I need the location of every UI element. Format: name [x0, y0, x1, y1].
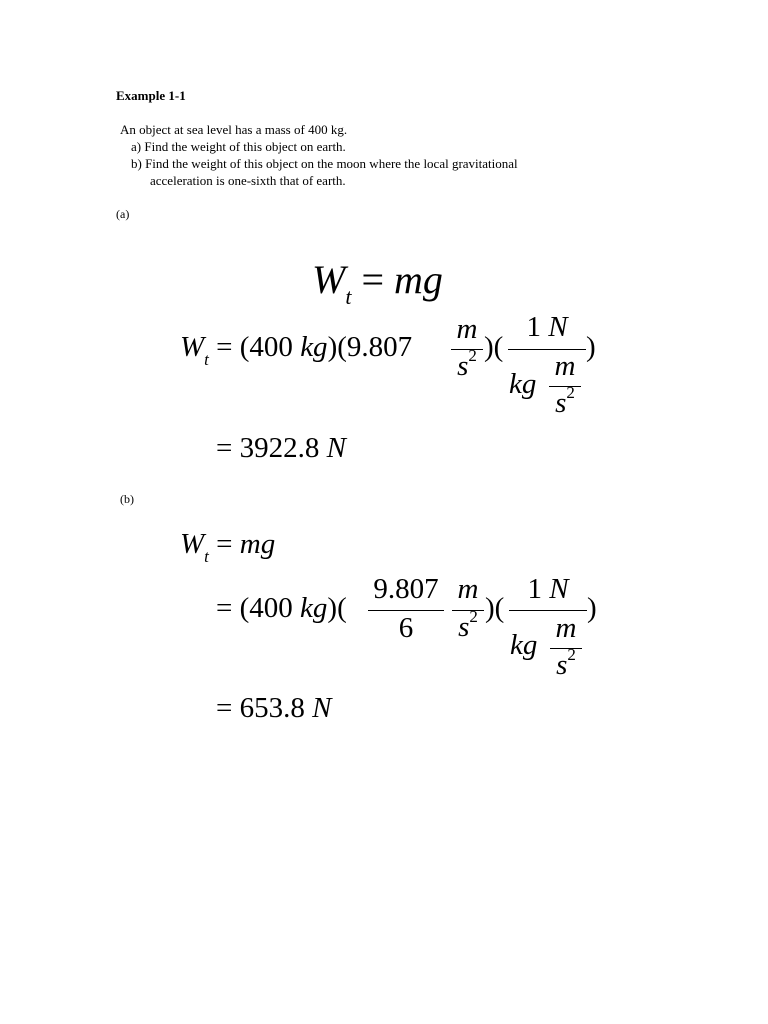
- problem-part-a: a) Find the weight of this object on earth.: [131, 139, 346, 154]
- frac-a-m2: m: [554, 350, 576, 382]
- paren-a-close: ): [586, 331, 596, 363]
- newton-unit: N: [312, 692, 332, 724]
- result-a: [216, 432, 346, 465]
- weight-subscript: t: [345, 284, 352, 309]
- mass-times-gravity: mg: [239, 528, 276, 560]
- problem-part-b-cont: acceleration is one-sixth that of earth.: [150, 173, 346, 188]
- mass-value: (400: [239, 592, 301, 624]
- paren-b-1: )(: [485, 592, 505, 624]
- frac-b-s2-2: [548, 645, 584, 682]
- gravity-value: (9.807: [337, 331, 413, 363]
- substitution-b-main: [216, 592, 347, 625]
- equals-sign: =: [216, 592, 233, 624]
- part-b-label: (b): [120, 492, 134, 506]
- frac-b-six: 6: [398, 612, 414, 644]
- exponent: 2: [566, 383, 575, 402]
- paren-a-1: )(: [484, 331, 504, 363]
- weight-symbol: W: [312, 257, 346, 302]
- mass-value: (400: [239, 331, 301, 363]
- one: 1: [526, 311, 549, 343]
- frac-a-s2: [449, 346, 485, 383]
- frac-b-kg: kg: [510, 629, 538, 661]
- paren: ): [327, 592, 338, 624]
- example-heading: Example 1-1: [116, 88, 186, 103]
- part-a-label: (a): [116, 207, 130, 221]
- frac-a-kg: kg: [509, 368, 537, 400]
- result-value: = 653.8: [216, 692, 313, 724]
- s-unit: s: [458, 611, 470, 643]
- weight-subscript: t: [204, 547, 209, 566]
- s-unit: s: [556, 649, 568, 681]
- paren-b-close: ): [587, 592, 597, 624]
- frac-a-1N: [508, 311, 586, 344]
- weight-subscript: t: [204, 350, 209, 369]
- s-unit: s: [457, 350, 469, 382]
- kg-unit: kg: [300, 592, 328, 624]
- equals-sign: =: [216, 528, 240, 560]
- equals-sign: =: [361, 257, 385, 302]
- equals-sign: =: [216, 331, 233, 363]
- paren: (: [337, 592, 347, 624]
- newton-unit: N: [548, 311, 568, 343]
- frac-a-m: m: [456, 313, 478, 345]
- exponent: 2: [567, 645, 576, 664]
- weight-formula-a: [312, 256, 443, 309]
- fraction-bar: [368, 610, 444, 611]
- problem-part-b: b) Find the weight of this object on the moon where the local gravitational: [131, 156, 518, 171]
- weight-symbol: W: [180, 528, 205, 560]
- exponent: 2: [468, 346, 477, 365]
- newton-unit: N: [549, 573, 569, 605]
- frac-a-s2-2: [547, 383, 583, 420]
- fraction-bar: [509, 610, 587, 611]
- newton-unit: N: [326, 432, 346, 464]
- result-value: = 3922.8: [216, 432, 327, 464]
- paren: ): [327, 331, 338, 363]
- exponent: 2: [469, 607, 478, 626]
- s-unit: s: [555, 387, 567, 419]
- frac-b-1N: [509, 573, 587, 606]
- problem-statement: An object at sea level has a mass of 400 kg.: [120, 122, 348, 137]
- substitution-a-main: [180, 331, 413, 369]
- frac-b-m2: m: [555, 612, 577, 644]
- frac-b-m: m: [457, 573, 479, 605]
- weight-symbol: W: [180, 331, 205, 363]
- one: 1: [527, 573, 550, 605]
- kg-unit: kg: [300, 331, 328, 363]
- result-b: [216, 692, 331, 725]
- frac-b-s2: [450, 607, 486, 644]
- frac-b-g: 9.807: [373, 573, 439, 605]
- mass-times-gravity: mg: [394, 257, 443, 302]
- weight-formula-b: [180, 528, 276, 566]
